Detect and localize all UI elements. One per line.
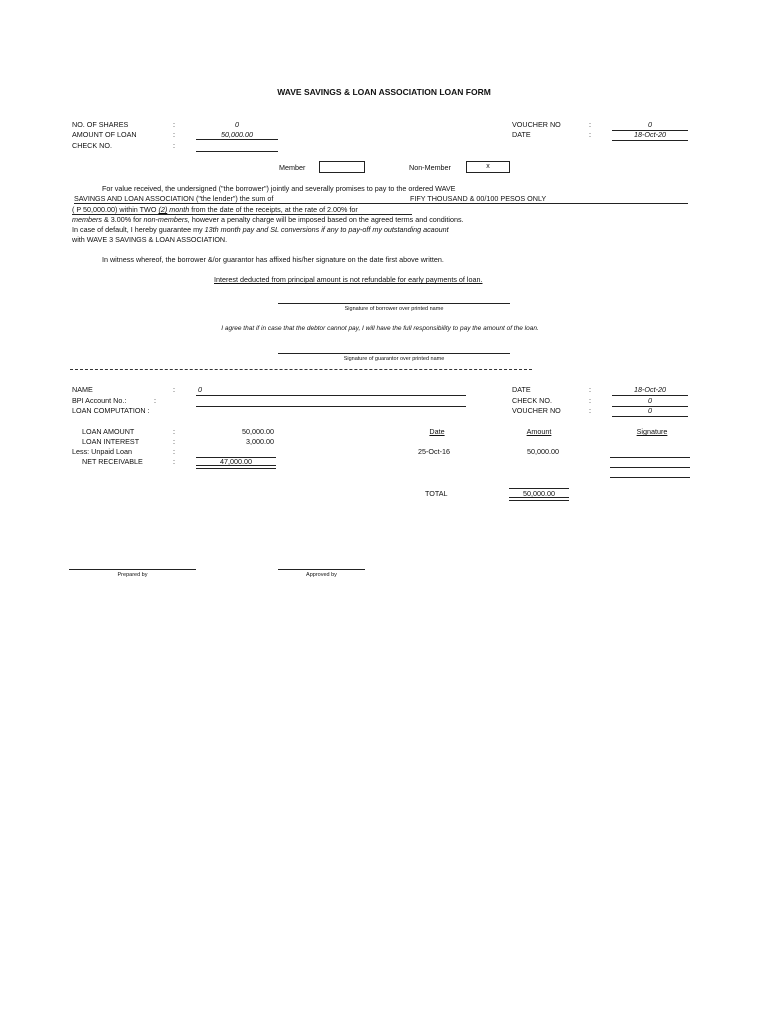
date-label: DATE xyxy=(512,130,531,139)
interest-note: Interest deducted from principal amount is not refundable for early payments of loan. xyxy=(214,275,483,284)
voucher-no-label: VOUCHER NO xyxy=(512,120,561,129)
agreement-line-1: For value received, the undersigned ("the borrower") jointly and severally promises to pay to the ordered WAVE xyxy=(102,184,456,193)
colon: : xyxy=(589,406,591,415)
members-word: members xyxy=(72,215,102,224)
agreement-line-3a: ( P 50,000.00) within TWO xyxy=(72,205,157,214)
loan-interest-value: 3,000.00 xyxy=(246,437,274,446)
colon: : xyxy=(173,427,175,436)
col-date: Date xyxy=(429,427,445,436)
guarantor-signature-label: Signature of guarantor over printed name xyxy=(343,356,445,362)
double-underline xyxy=(196,465,276,469)
agreement-line-3d: from the date of the receipts, at the rate of 2.00% for xyxy=(191,205,358,214)
underline xyxy=(74,203,688,204)
col-amount: Amount xyxy=(526,427,552,436)
col-signature: Signature xyxy=(636,427,668,436)
colon: : xyxy=(154,396,156,405)
colon: : xyxy=(589,130,591,139)
colon: : xyxy=(173,447,175,456)
rate-text: & 3.00% for xyxy=(103,215,142,224)
amount-of-loan-value: 50,000.00 xyxy=(221,130,253,139)
name-label: NAME xyxy=(72,385,93,394)
non-members-word: non-members, xyxy=(143,215,190,224)
guarantor-agreement: I agree that if in case that the debtor cannot pay, I will have the full responsibility to pay the amount of the loan. xyxy=(221,325,539,332)
date-value: 18-Oct-20 xyxy=(634,130,666,139)
borrower-signature-label: Signature of borrower over printed name xyxy=(344,306,444,312)
agreement-line-5 xyxy=(72,226,449,233)
non-member-label: Non-Member xyxy=(409,163,451,172)
voucher-check-no-label: CHECK NO. xyxy=(512,396,552,405)
row-date: 25-Oct-16 xyxy=(418,447,450,456)
form-title: WAVE SAVINGS & LOAN ASSOCIATION LOAN FORM xyxy=(277,87,491,97)
member-checkbox[interactable] xyxy=(319,161,365,173)
sum-in-words: FIFY THOUSAND & 00/100 PESOS ONLY xyxy=(410,194,547,203)
name-value: 0 xyxy=(198,385,202,394)
total-value: 50,000.00 xyxy=(523,489,555,498)
underline xyxy=(196,395,466,396)
colon: : xyxy=(173,141,175,150)
colon: : xyxy=(173,437,175,446)
signature-line xyxy=(610,467,690,468)
total-label: TOTAL xyxy=(425,489,448,498)
term-unit: month xyxy=(169,205,190,214)
agreement-line-3 xyxy=(72,206,358,213)
colon: : xyxy=(173,130,175,139)
witness-text: In witness whereof, the borrower &/or guarantor has affixed his/her signature on the date first above written. xyxy=(102,255,444,264)
prepared-by-line xyxy=(69,569,196,570)
prepared-by-label: Prepared by xyxy=(117,572,148,578)
voucher-no-value-2: 0 xyxy=(648,406,652,415)
borrower-signature-line xyxy=(278,303,510,304)
net-receivable-label: NET RECEIVABLE xyxy=(82,457,143,466)
underline xyxy=(196,151,278,152)
voucher-no-value: 0 xyxy=(648,120,652,129)
unpaid-loan-label: Less: Unpaid Loan xyxy=(72,447,132,456)
agreement-line-2: SAVINGS AND LOAN ASSOCIATION ("the lender") the sum of xyxy=(74,194,274,203)
guarantor-signature-line xyxy=(278,353,510,354)
voucher-check-no-value: 0 xyxy=(648,396,652,405)
net-receivable-value: 47,000.00 xyxy=(220,457,252,466)
check-no-label: CHECK NO. xyxy=(72,141,112,150)
term-number: (2) xyxy=(158,205,168,214)
colon: : xyxy=(589,120,591,129)
non-member-checkbox[interactable]: x xyxy=(466,161,510,173)
agreement-line-4 xyxy=(72,216,464,223)
loan-computation-label: LOAN COMPUTATION : xyxy=(72,406,150,415)
underline xyxy=(612,140,688,141)
approved-by-label: Approved by xyxy=(306,572,337,578)
bpi-account-label: BPI Account No.: xyxy=(72,396,127,405)
penalty-text: however a penalty charge will be imposed based on the agreed terms and conditions. xyxy=(191,215,464,224)
underline xyxy=(612,416,688,417)
total-double-underline xyxy=(509,497,569,501)
guarantee-text: 13th month pay and SL conversions if any to pay-off my outstanding acaount xyxy=(204,225,449,234)
loan-interest-label: LOAN INTEREST xyxy=(82,437,140,446)
default-text: In case of default, I hereby guarantee my xyxy=(72,225,203,234)
colon: : xyxy=(589,385,591,394)
cut-line xyxy=(70,369,532,370)
underline xyxy=(196,406,466,407)
voucher-date-label: DATE xyxy=(512,385,531,394)
approved-by-line xyxy=(278,569,365,570)
colon: : xyxy=(173,385,175,394)
colon: : xyxy=(589,396,591,405)
no-of-shares-value: 0 xyxy=(235,120,239,129)
member-label: Member xyxy=(279,163,306,172)
signature-line xyxy=(610,477,690,478)
signature-line xyxy=(610,457,690,458)
colon: : xyxy=(173,457,175,466)
voucher-date-value: 18-Oct-20 xyxy=(634,385,666,394)
agreement-line-6: with WAVE 3 SAVINGS & LOAN ASSOCIATION. xyxy=(72,235,228,244)
loan-amount-label: LOAN AMOUNT xyxy=(82,427,135,436)
colon: : xyxy=(173,120,175,129)
underline xyxy=(612,130,688,131)
amount-of-loan-label: AMOUNT OF LOAN xyxy=(72,130,137,139)
row-amount: 50,000.00 xyxy=(527,447,559,456)
loan-amount-value: 50,000.00 xyxy=(242,427,274,436)
underline xyxy=(196,139,278,140)
no-of-shares-label: NO. OF SHARES xyxy=(72,120,129,129)
voucher-no-label-2: VOUCHER NO xyxy=(512,406,561,415)
